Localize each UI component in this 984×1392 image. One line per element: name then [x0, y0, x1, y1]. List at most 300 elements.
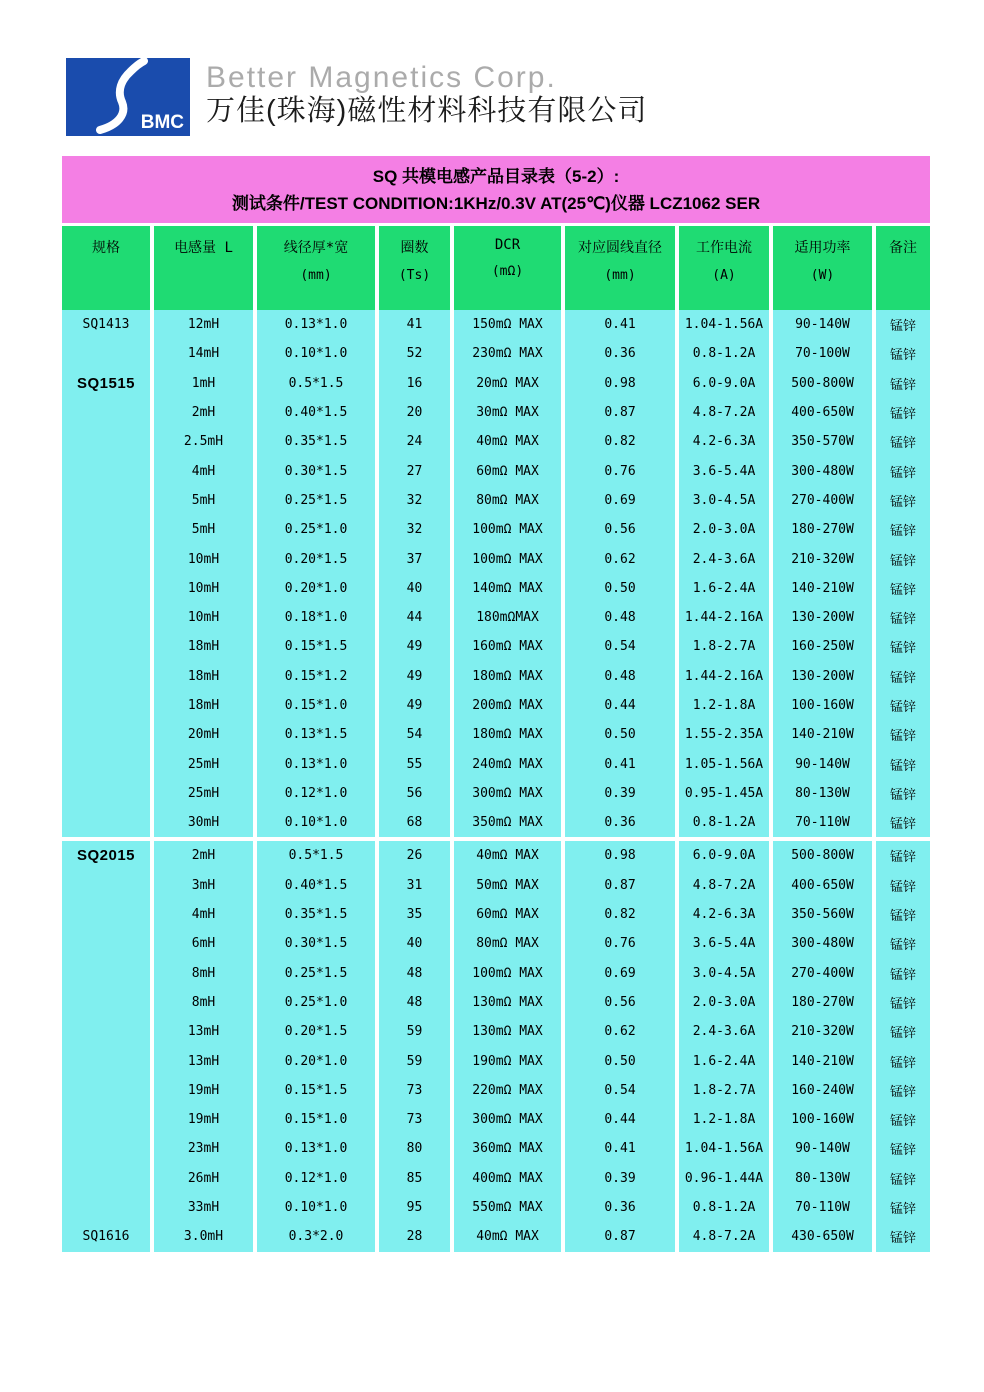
cell-wire-size: 0.12*1.0 — [257, 779, 379, 808]
cell-current: 1.2-1.8A — [679, 691, 773, 720]
table-row — [62, 691, 930, 720]
cell-inductance: 26mH — [154, 1164, 257, 1193]
cell-spec — [62, 1076, 154, 1105]
cell-power: 210-320W — [773, 1017, 876, 1046]
cell-current: 4.8-7.2A — [679, 398, 773, 427]
cell-inductance: 18mH — [154, 662, 257, 691]
table-row — [62, 1017, 930, 1046]
cell-power: 160-240W — [773, 1076, 876, 1105]
cell-wire-size: 0.20*1.5 — [257, 1017, 379, 1046]
cell-dcr: 100mΩ MAX — [454, 959, 565, 988]
table-row — [62, 779, 930, 808]
cell-current: 6.0-9.0A — [679, 841, 773, 870]
cell-wire-size: 0.25*1.0 — [257, 988, 379, 1017]
table-header-row — [62, 226, 930, 310]
cell-wire-size: 0.3*2.0 — [257, 1222, 379, 1251]
cell-inductance: 14mH — [154, 339, 257, 368]
column-unit: (mΩ) — [491, 264, 524, 279]
cell-power: 80-130W — [773, 1164, 876, 1193]
cell-wire-size: 0.10*1.0 — [257, 339, 379, 368]
cell-dcr: 100mΩ MAX — [454, 544, 565, 573]
cell-wire-size: 0.12*1.0 — [257, 1164, 379, 1193]
cell-spec: SQ2015 — [62, 841, 154, 870]
column-header — [565, 226, 679, 310]
cell-wire-size: 0.15*1.5 — [257, 632, 379, 661]
cell-round-wire-dia: 0.69 — [565, 959, 679, 988]
cell-round-wire-dia: 0.82 — [565, 900, 679, 929]
cell-inductance: 12mH — [154, 310, 257, 339]
cell-round-wire-dia: 0.36 — [565, 1193, 679, 1222]
cell-round-wire-dia: 0.54 — [565, 1076, 679, 1105]
cell-inductance: 5mH — [154, 486, 257, 515]
cell-power: 130-200W — [773, 662, 876, 691]
company-name-cn: 万佳(珠海)磁性材料科技有限公司 — [206, 95, 648, 127]
column-unit: (Ts) — [398, 268, 431, 283]
table-row — [62, 749, 930, 778]
column-label: 电感量 L — [174, 240, 233, 256]
cell-dcr: 30mΩ MAX — [454, 398, 565, 427]
cell-inductance: 2mH — [154, 841, 257, 870]
cell-turns: 49 — [379, 632, 454, 661]
cell-current: 4.2-6.3A — [679, 900, 773, 929]
table-row — [62, 988, 930, 1017]
cell-round-wire-dia: 0.44 — [565, 1105, 679, 1134]
table-row — [62, 1164, 930, 1193]
cell-note: 锰锌 — [876, 369, 930, 398]
cell-turns: 41 — [379, 310, 454, 339]
cell-turns: 24 — [379, 427, 454, 456]
cell-current: 0.8-1.2A — [679, 339, 773, 368]
cell-current: 0.96-1.44A — [679, 1164, 773, 1193]
cell-inductance: 1mH — [154, 369, 257, 398]
cell-dcr: 50mΩ MAX — [454, 871, 565, 900]
cell-inductance: 4mH — [154, 456, 257, 485]
cell-inductance: 19mH — [154, 1076, 257, 1105]
cell-turns: 20 — [379, 398, 454, 427]
column-unit: (W) — [810, 268, 835, 283]
cell-note: 锰锌 — [876, 339, 930, 368]
cell-round-wire-dia: 0.56 — [565, 988, 679, 1017]
cell-spec: SQ1515 — [62, 369, 154, 398]
cell-power: 80-130W — [773, 779, 876, 808]
cell-inductance: 25mH — [154, 749, 257, 778]
cell-inductance: 25mH — [154, 779, 257, 808]
cell-dcr: 130mΩ MAX — [454, 988, 565, 1017]
cell-dcr: 180mΩMAX — [454, 603, 565, 632]
cell-spec — [62, 515, 154, 544]
cell-wire-size: 0.13*1.0 — [257, 310, 379, 339]
table-row — [62, 1193, 930, 1222]
cell-round-wire-dia: 0.48 — [565, 662, 679, 691]
cell-power: 350-570W — [773, 427, 876, 456]
table-row — [62, 1222, 930, 1251]
cell-wire-size: 0.35*1.5 — [257, 427, 379, 456]
cell-current: 2.0-3.0A — [679, 515, 773, 544]
cell-inductance: 3.0mH — [154, 1222, 257, 1251]
cell-round-wire-dia: 0.36 — [565, 808, 679, 837]
cell-inductance: 18mH — [154, 632, 257, 661]
cell-inductance: 18mH — [154, 691, 257, 720]
cell-note: 锰锌 — [876, 1134, 930, 1163]
cell-inductance: 8mH — [154, 988, 257, 1017]
cell-turns: 37 — [379, 544, 454, 573]
cell-wire-size: 0.10*1.0 — [257, 808, 379, 837]
cell-round-wire-dia: 0.39 — [565, 779, 679, 808]
cell-inductance: 10mH — [154, 574, 257, 603]
cell-current: 2.4-3.6A — [679, 544, 773, 573]
cell-turns: 31 — [379, 871, 454, 900]
table-body — [62, 310, 930, 1252]
banner-title: SQ 共模电感产品目录表（5-2）: — [372, 167, 620, 186]
cell-dcr: 300mΩ MAX — [454, 779, 565, 808]
cell-current: 1.04-1.56A — [679, 1134, 773, 1163]
cell-dcr: 550mΩ MAX — [454, 1193, 565, 1222]
column-unit: (mm) — [604, 268, 636, 283]
cell-inductance: 6mH — [154, 929, 257, 958]
cell-round-wire-dia: 0.69 — [565, 486, 679, 515]
table-row — [62, 1105, 930, 1134]
cell-dcr: 240mΩ MAX — [454, 749, 565, 778]
table-row — [62, 369, 930, 398]
cell-note: 锰锌 — [876, 929, 930, 958]
cell-spec — [62, 427, 154, 456]
cell-spec — [62, 574, 154, 603]
products-table — [62, 156, 930, 1252]
cell-note: 锰锌 — [876, 427, 930, 456]
cell-turns: 52 — [379, 339, 454, 368]
cell-dcr: 160mΩ MAX — [454, 632, 565, 661]
cell-note: 锰锌 — [876, 779, 930, 808]
table-row — [62, 720, 930, 749]
cell-power: 270-400W — [773, 486, 876, 515]
cell-turns: 55 — [379, 749, 454, 778]
cell-spec: SQ1413 — [62, 310, 154, 339]
cell-inductance: 10mH — [154, 603, 257, 632]
column-label: 备注 — [889, 240, 917, 256]
cell-spec — [62, 900, 154, 929]
cell-current: 1.2-1.8A — [679, 1105, 773, 1134]
cell-inductance: 8mH — [154, 959, 257, 988]
cell-round-wire-dia: 0.41 — [565, 310, 679, 339]
table-row — [62, 339, 930, 368]
cell-spec — [62, 691, 154, 720]
cell-wire-size: 0.30*1.5 — [257, 929, 379, 958]
cell-turns: 56 — [379, 779, 454, 808]
cell-spec — [62, 1046, 154, 1075]
cell-round-wire-dia: 0.50 — [565, 720, 679, 749]
cell-spec — [62, 632, 154, 661]
column-header — [454, 226, 565, 310]
cell-inductance: 13mH — [154, 1017, 257, 1046]
cell-note: 锰锌 — [876, 1076, 930, 1105]
table-row — [62, 841, 930, 870]
cell-note: 锰锌 — [876, 1105, 930, 1134]
cell-note: 锰锌 — [876, 544, 930, 573]
cell-turns: 85 — [379, 1164, 454, 1193]
cell-power: 160-250W — [773, 632, 876, 661]
cell-turns: 32 — [379, 515, 454, 544]
cell-round-wire-dia: 0.41 — [565, 749, 679, 778]
table-row — [62, 929, 930, 958]
cell-current: 1.44-2.16A — [679, 603, 773, 632]
cell-wire-size: 0.13*1.0 — [257, 749, 379, 778]
cell-power: 140-210W — [773, 720, 876, 749]
cell-spec — [62, 1164, 154, 1193]
cell-dcr: 100mΩ MAX — [454, 515, 565, 544]
cell-turns: 80 — [379, 1134, 454, 1163]
cell-note: 锰锌 — [876, 871, 930, 900]
cell-dcr: 130mΩ MAX — [454, 1017, 565, 1046]
cell-current: 3.0-4.5A — [679, 486, 773, 515]
banner — [62, 156, 930, 223]
cell-inductance: 4mH — [154, 900, 257, 929]
column-header — [62, 226, 154, 310]
cell-spec — [62, 871, 154, 900]
cell-round-wire-dia: 0.41 — [565, 1134, 679, 1163]
cell-power: 100-160W — [773, 691, 876, 720]
cell-current: 2.0-3.0A — [679, 988, 773, 1017]
cell-power: 90-140W — [773, 1134, 876, 1163]
cell-wire-size: 0.15*1.5 — [257, 1076, 379, 1105]
cell-current: 6.0-9.0A — [679, 369, 773, 398]
cell-note: 锰锌 — [876, 749, 930, 778]
cell-turns: 68 — [379, 808, 454, 837]
cell-spec — [62, 988, 154, 1017]
table-row — [62, 662, 930, 691]
cell-turns: 16 — [379, 369, 454, 398]
cell-round-wire-dia: 0.98 — [565, 841, 679, 870]
cell-spec — [62, 486, 154, 515]
cell-current: 3.0-4.5A — [679, 959, 773, 988]
column-label: 线径厚*宽 — [283, 240, 349, 256]
cell-round-wire-dia: 0.44 — [565, 691, 679, 720]
column-label: 规格 — [92, 240, 120, 256]
brand-header — [66, 58, 647, 136]
cell-spec — [62, 808, 154, 837]
cell-inductance: 5mH — [154, 515, 257, 544]
cell-wire-size: 0.20*1.5 — [257, 544, 379, 573]
cell-inductance: 20mH — [154, 720, 257, 749]
table-row — [62, 398, 930, 427]
cell-power: 400-650W — [773, 871, 876, 900]
cell-power: 90-140W — [773, 749, 876, 778]
cell-inductance: 2mH — [154, 398, 257, 427]
cell-inductance: 19mH — [154, 1105, 257, 1134]
cell-wire-size: 0.20*1.0 — [257, 574, 379, 603]
cell-note: 锰锌 — [876, 1193, 930, 1222]
cell-turns: 73 — [379, 1076, 454, 1105]
cell-spec — [62, 959, 154, 988]
cell-current: 3.6-5.4A — [679, 929, 773, 958]
cell-turns: 48 — [379, 988, 454, 1017]
table-row — [62, 632, 930, 661]
cell-spec — [62, 1193, 154, 1222]
cell-power: 70-110W — [773, 808, 876, 837]
cell-round-wire-dia: 0.76 — [565, 929, 679, 958]
cell-dcr: 400mΩ MAX — [454, 1164, 565, 1193]
cell-note: 锰锌 — [876, 456, 930, 485]
cell-power: 100-160W — [773, 1105, 876, 1134]
cell-spec: SQ1616 — [62, 1222, 154, 1251]
cell-dcr: 80mΩ MAX — [454, 929, 565, 958]
table-row — [62, 1134, 930, 1163]
cell-spec — [62, 929, 154, 958]
cell-dcr: 190mΩ MAX — [454, 1046, 565, 1075]
cell-wire-size: 0.5*1.5 — [257, 369, 379, 398]
cell-turns: 27 — [379, 456, 454, 485]
cell-dcr: 80mΩ MAX — [454, 486, 565, 515]
cell-wire-size: 0.15*1.0 — [257, 691, 379, 720]
cell-spec — [62, 779, 154, 808]
cell-wire-size: 0.35*1.5 — [257, 900, 379, 929]
column-unit: (A) — [712, 268, 736, 283]
cell-current: 2.4-3.6A — [679, 1017, 773, 1046]
cell-dcr: 60mΩ MAX — [454, 900, 565, 929]
cell-note: 锰锌 — [876, 574, 930, 603]
cell-note: 锰锌 — [876, 310, 930, 339]
cell-note: 锰锌 — [876, 959, 930, 988]
cell-dcr: 180mΩ MAX — [454, 662, 565, 691]
column-header — [679, 226, 773, 310]
column-label: 适用功率 — [794, 240, 851, 256]
company-name-en: Better Magnetics Corp. — [206, 61, 557, 94]
cell-wire-size: 0.40*1.5 — [257, 398, 379, 427]
table-row — [62, 1076, 930, 1105]
cell-current: 4.8-7.2A — [679, 1222, 773, 1251]
cell-power: 180-270W — [773, 515, 876, 544]
table-row — [62, 427, 930, 456]
cell-spec — [62, 1105, 154, 1134]
cell-turns: 35 — [379, 900, 454, 929]
cell-spec — [62, 1017, 154, 1046]
company-names — [206, 58, 647, 128]
cell-round-wire-dia: 0.48 — [565, 603, 679, 632]
cell-wire-size: 0.40*1.5 — [257, 871, 379, 900]
cell-turns: 48 — [379, 959, 454, 988]
table-row — [62, 603, 930, 632]
cell-note: 锰锌 — [876, 841, 930, 870]
bmc-logo — [66, 58, 190, 136]
cell-wire-size: 0.20*1.0 — [257, 1046, 379, 1075]
cell-current: 4.2-6.3A — [679, 427, 773, 456]
cell-note: 锰锌 — [876, 808, 930, 837]
cell-note: 锰锌 — [876, 398, 930, 427]
cell-spec — [62, 1134, 154, 1163]
cell-spec — [62, 339, 154, 368]
cell-power: 90-140W — [773, 310, 876, 339]
cell-spec — [62, 662, 154, 691]
cell-wire-size: 0.18*1.0 — [257, 603, 379, 632]
cell-dcr: 220mΩ MAX — [454, 1076, 565, 1105]
cell-turns: 28 — [379, 1222, 454, 1251]
column-header — [379, 226, 454, 310]
cell-power: 270-400W — [773, 959, 876, 988]
cell-turns: 59 — [379, 1017, 454, 1046]
cell-power: 140-210W — [773, 574, 876, 603]
table-row — [62, 544, 930, 573]
cell-current: 1.44-2.16A — [679, 662, 773, 691]
table-row — [62, 808, 930, 837]
cell-note: 锰锌 — [876, 486, 930, 515]
cell-round-wire-dia: 0.50 — [565, 1046, 679, 1075]
column-label: 对应圆线直径 — [578, 240, 662, 256]
cell-dcr: 140mΩ MAX — [454, 574, 565, 603]
table-row — [62, 310, 930, 339]
cell-wire-size: 0.13*1.5 — [257, 720, 379, 749]
cell-wire-size: 0.25*1.5 — [257, 486, 379, 515]
cell-turns: 40 — [379, 574, 454, 603]
cell-wire-size: 0.30*1.5 — [257, 456, 379, 485]
table-row — [62, 456, 930, 485]
cell-turns: 73 — [379, 1105, 454, 1134]
cell-round-wire-dia: 0.87 — [565, 1222, 679, 1251]
cell-power: 500-800W — [773, 369, 876, 398]
cell-wire-size: 0.15*1.2 — [257, 662, 379, 691]
cell-note: 锰锌 — [876, 1164, 930, 1193]
cell-round-wire-dia: 0.76 — [565, 456, 679, 485]
cell-dcr: 40mΩ MAX — [454, 1222, 565, 1251]
cell-power: 500-800W — [773, 841, 876, 870]
cell-spec — [62, 544, 154, 573]
cell-current: 1.6-2.4A — [679, 574, 773, 603]
cell-round-wire-dia: 0.39 — [565, 1164, 679, 1193]
cell-turns: 32 — [379, 486, 454, 515]
cell-spec — [62, 456, 154, 485]
cell-power: 70-110W — [773, 1193, 876, 1222]
cell-wire-size: 0.5*1.5 — [257, 841, 379, 870]
cell-current: 0.8-1.2A — [679, 1193, 773, 1222]
cell-round-wire-dia: 0.36 — [565, 339, 679, 368]
cell-turns: 54 — [379, 720, 454, 749]
cell-round-wire-dia: 0.50 — [565, 574, 679, 603]
cell-dcr: 180mΩ MAX — [454, 720, 565, 749]
cell-spec — [62, 720, 154, 749]
cell-inductance: 13mH — [154, 1046, 257, 1075]
cell-inductance: 30mH — [154, 808, 257, 837]
cell-turns: 40 — [379, 929, 454, 958]
banner-test-condition: 测试条件/TEST CONDITION:1KHz/0.3V AT(25℃)仪器 LCZ1062 SER — [231, 194, 761, 213]
cell-wire-size: 0.25*1.0 — [257, 515, 379, 544]
cell-dcr: 230mΩ MAX — [454, 339, 565, 368]
cell-dcr: 20mΩ MAX — [454, 369, 565, 398]
cell-dcr: 350mΩ MAX — [454, 808, 565, 837]
cell-turns: 95 — [379, 1193, 454, 1222]
cell-dcr: 360mΩ MAX — [454, 1134, 565, 1163]
table-row — [62, 871, 930, 900]
cell-wire-size: 0.15*1.0 — [257, 1105, 379, 1134]
column-label: 工作电流 — [696, 240, 752, 256]
logo-text: BMC — [140, 112, 184, 133]
table-row — [62, 1046, 930, 1075]
cell-inductance: 23mH — [154, 1134, 257, 1163]
cell-power: 300-480W — [773, 456, 876, 485]
cell-note: 锰锌 — [876, 720, 930, 749]
cell-inductance: 3mH — [154, 871, 257, 900]
cell-current: 0.95-1.45A — [679, 779, 773, 808]
cell-note: 锰锌 — [876, 632, 930, 661]
cell-round-wire-dia: 0.98 — [565, 369, 679, 398]
cell-dcr: 40mΩ MAX — [454, 427, 565, 456]
column-header — [154, 226, 257, 310]
cell-round-wire-dia: 0.87 — [565, 871, 679, 900]
cell-dcr: 200mΩ MAX — [454, 691, 565, 720]
cell-power: 140-210W — [773, 1046, 876, 1075]
table-row — [62, 515, 930, 544]
cell-note: 锰锌 — [876, 691, 930, 720]
column-header — [257, 226, 379, 310]
cell-round-wire-dia: 0.54 — [565, 632, 679, 661]
cell-turns: 59 — [379, 1046, 454, 1075]
